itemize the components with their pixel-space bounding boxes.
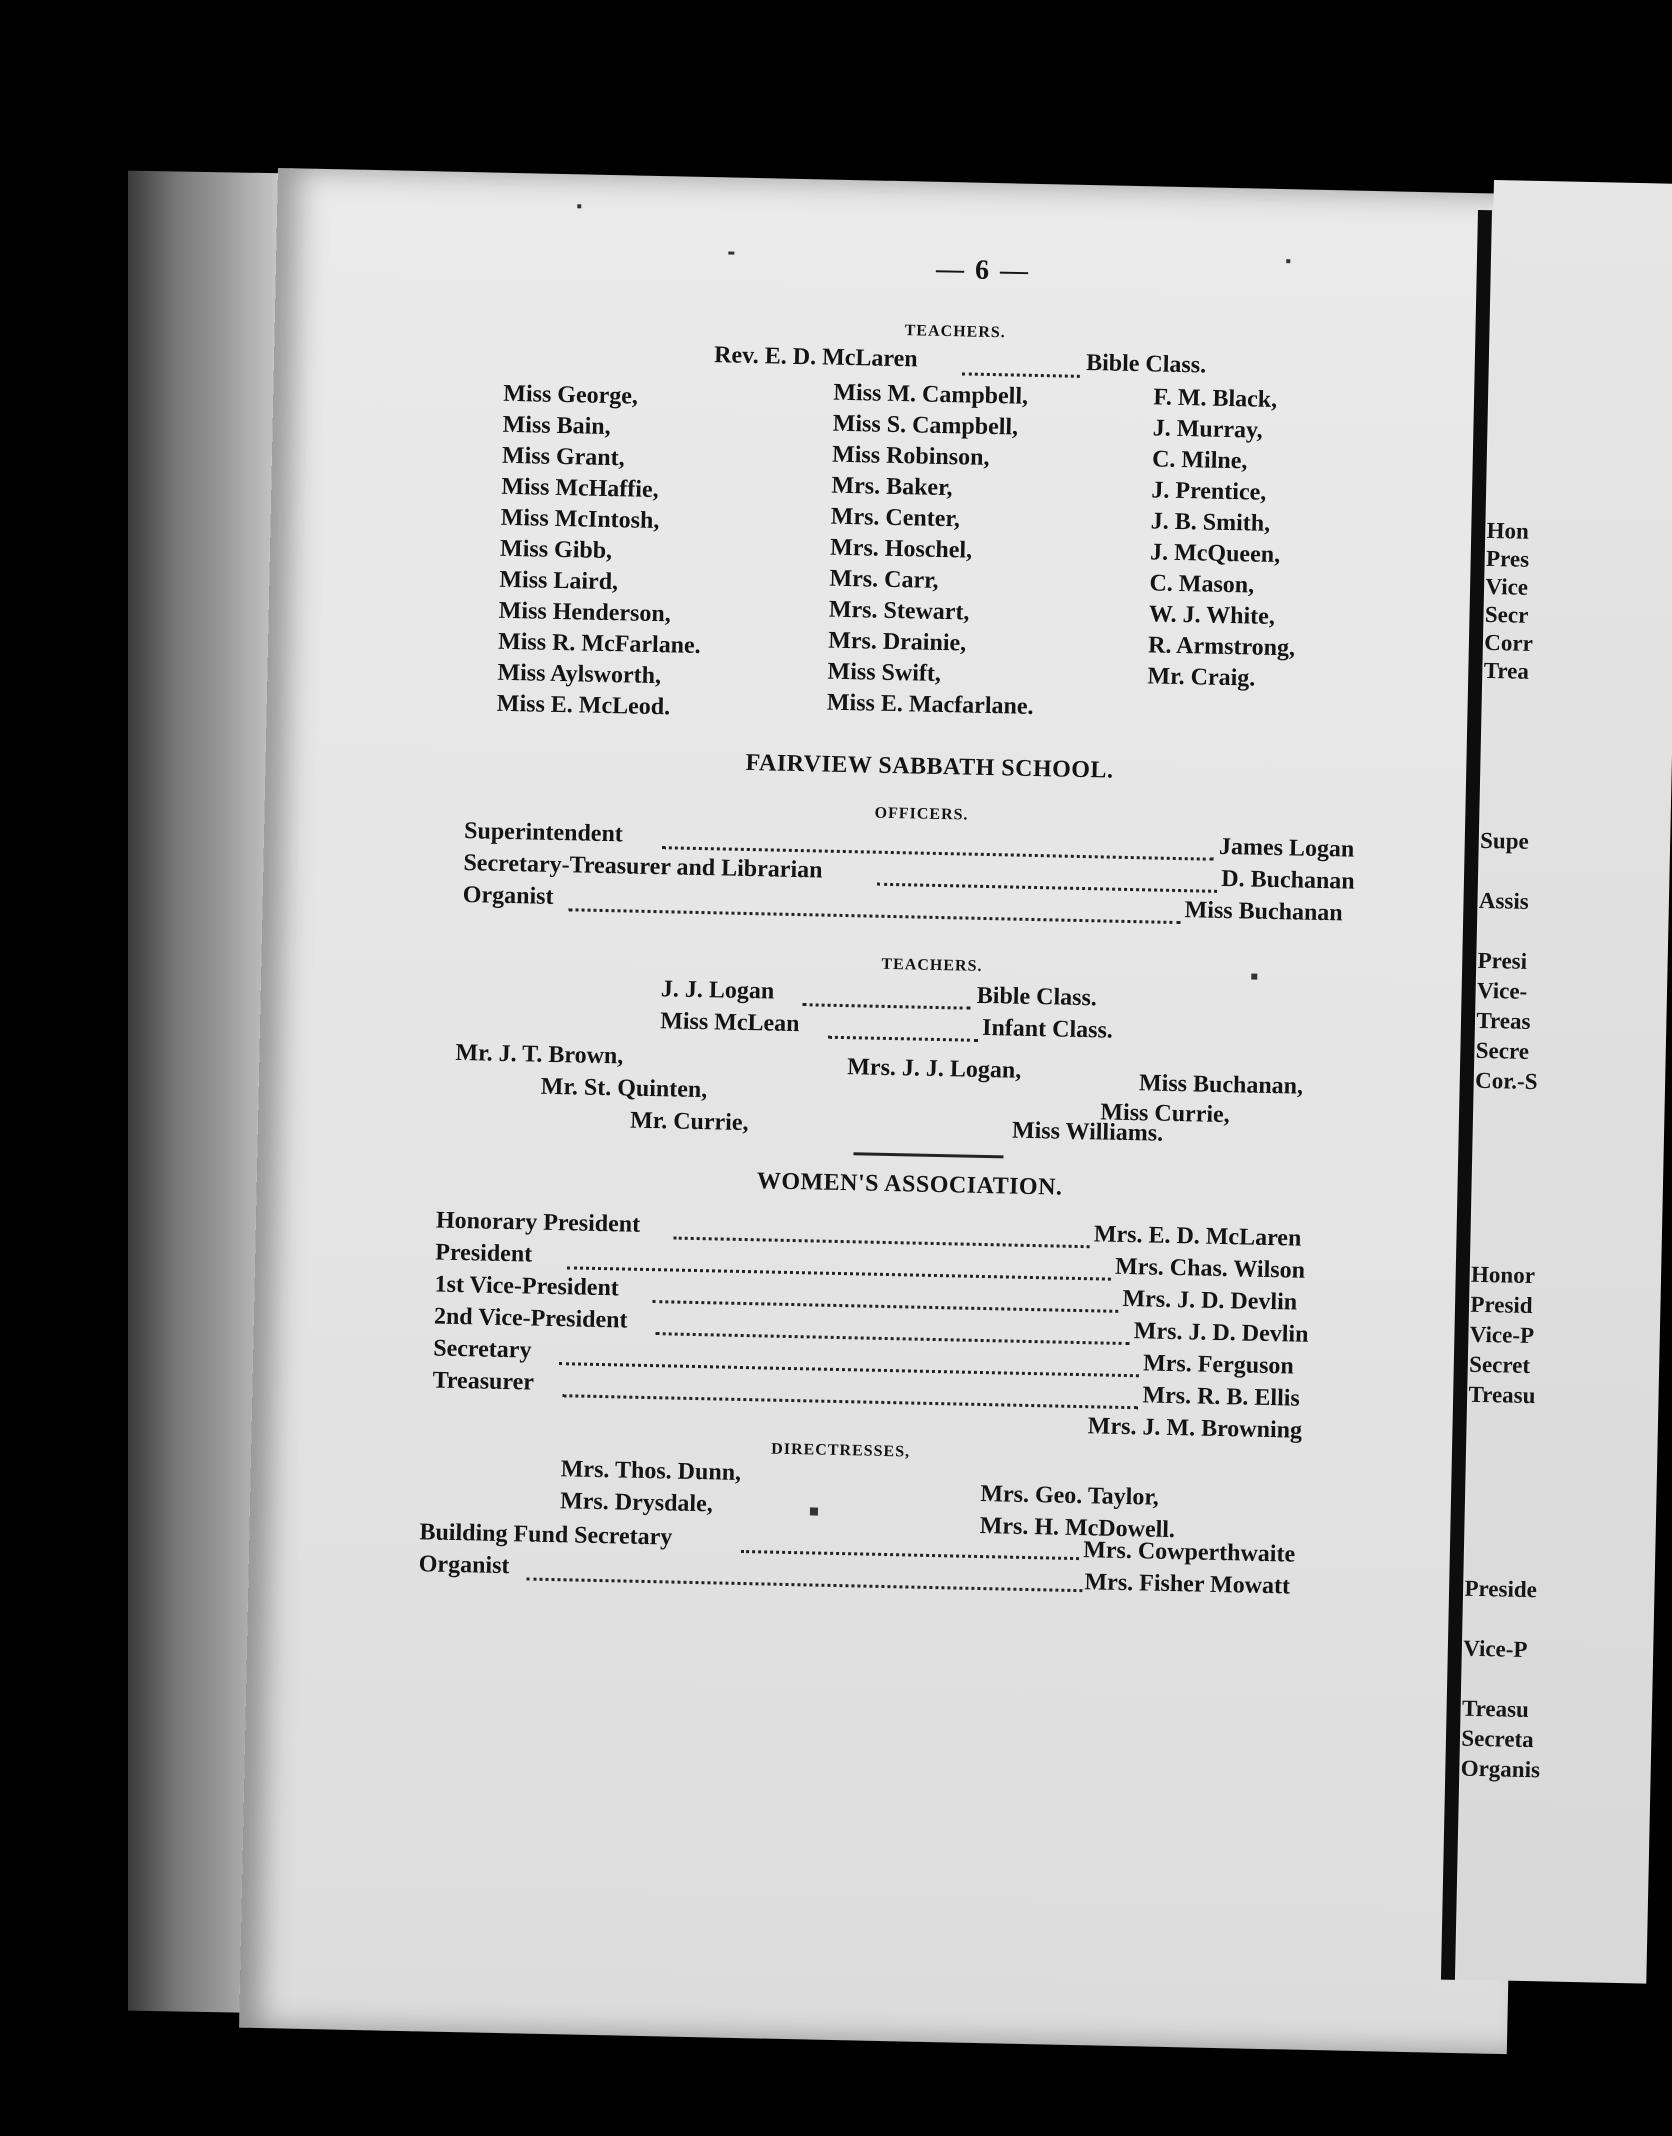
leader-dots	[562, 1394, 1138, 1409]
teacher-name: Mrs. Baker,	[831, 472, 953, 502]
womens-name: Mrs. J. D. Devlin	[1133, 1318, 1309, 1348]
leader-dots	[962, 372, 1080, 377]
class-teacher: Miss McLean	[659, 1008, 800, 1038]
leader-dots	[652, 1300, 1118, 1313]
teacher-name: Miss Grant,	[501, 442, 625, 472]
facing-page-text: Corr	[1484, 629, 1534, 656]
building-fund-name: Mrs. Cowperthwaite	[1082, 1537, 1296, 1568]
leader-dots	[803, 1003, 971, 1010]
teacher-name: J. McQueen,	[1149, 539, 1281, 569]
facing-page-text: Vice-	[1476, 977, 1528, 1004]
teacher-name: Mrs. Stewart,	[828, 596, 970, 626]
organist-role: Organist	[418, 1551, 510, 1580]
teacher-name: Miss R. McFarlane.	[497, 628, 701, 659]
womens-name: Mrs. J. D. Devlin	[1122, 1285, 1298, 1316]
fairview-teachers-heading: TEACHERS.	[881, 955, 983, 975]
teacher-name: Miss Swift,	[827, 658, 942, 687]
officer-role: Organist	[462, 882, 554, 910]
womens-role: 1st Vice-President	[434, 1271, 620, 1302]
facing-page-text: Pres	[1485, 545, 1530, 572]
facing-page-text: Honor	[1470, 1261, 1536, 1289]
teacher-name: Mr. Currie,	[629, 1107, 749, 1137]
scan-speck	[577, 204, 581, 208]
womens-name: Mrs. E. D. McLaren	[1093, 1221, 1302, 1252]
womens-title: WOMEN'S ASSOCIATION.	[756, 1168, 1063, 1201]
womens-role: Secretary	[433, 1335, 532, 1364]
teacher-name: Mrs. J. J. Logan,	[847, 1054, 1022, 1084]
class-label: Bible Class.	[976, 982, 1098, 1012]
leader-dots	[567, 1266, 1111, 1280]
leader-dots	[877, 883, 1217, 893]
teacher-name: Miss S. Campbell,	[832, 410, 1019, 441]
teacher-name: C. Milne,	[1151, 446, 1248, 475]
scan-speck	[1286, 259, 1290, 263]
teacher-name: Miss Buchanan,	[1138, 1070, 1304, 1100]
teacher-name: Miss George,	[503, 380, 639, 410]
womens-name-extra: Mrs. J. M. Browning	[1087, 1413, 1303, 1444]
teacher-name: J. B. Smith,	[1150, 508, 1271, 537]
leader-dots	[526, 1578, 1082, 1593]
teacher-name: Miss Aylsworth,	[497, 659, 662, 690]
teacher-name: J. Murray,	[1152, 415, 1263, 444]
scan-speck	[728, 251, 734, 254]
womens-name: Mrs. R. B. Ellis	[1142, 1382, 1301, 1412]
teacher-name: F. M. Black,	[1153, 384, 1278, 413]
teacher-name: Miss Robinson,	[831, 441, 990, 471]
teacher-name: Mrs. Hoschel,	[829, 534, 973, 564]
teacher-name: Miss Laird,	[499, 566, 619, 596]
teacher-name: Miss E. Macfarlane.	[826, 689, 1034, 720]
leader-dots	[656, 1332, 1130, 1345]
book-page	[239, 168, 1546, 2054]
teacher-name: Mrs. Drainie,	[827, 627, 967, 657]
leader-dots	[674, 1237, 1090, 1249]
facing-page-text: Treas	[1476, 1007, 1531, 1034]
officer-name: Miss Buchanan	[1184, 897, 1343, 927]
womens-role: 2nd Vice-President	[433, 1303, 628, 1334]
teacher-name: Miss McIntosh,	[500, 504, 660, 535]
teachers-heading: TEACHERS.	[904, 322, 1006, 342]
officer-role: Secretary-Treasurer and Librarian	[463, 850, 823, 884]
teacher-name: J. Prentice,	[1151, 477, 1267, 506]
facing-page-text: Cor.-S	[1474, 1067, 1538, 1095]
leader-dots	[741, 1550, 1079, 1560]
facing-page-text: Presi	[1477, 947, 1528, 974]
teacher-name: Miss Bain,	[502, 411, 611, 441]
directress-name: Mrs. Drysdale,	[559, 1488, 714, 1518]
facing-page-text: Secret	[1468, 1351, 1531, 1379]
directress-name: Mrs. Thos. Dunn,	[560, 1456, 742, 1486]
page-number: — 6 —	[935, 253, 1031, 287]
section-divider	[853, 1152, 1003, 1158]
facing-page-text: Organis	[1460, 1755, 1541, 1783]
class-label: Infant Class.	[981, 1014, 1114, 1044]
teacher-name: Mr. St. Quinten,	[540, 1073, 708, 1104]
building-fund-role: Building Fund Secretary	[419, 1519, 673, 1551]
bible-class-teacher: Rev. E. D. McLaren	[713, 342, 918, 373]
womens-role: Treasurer	[432, 1367, 535, 1396]
facing-page-text: Preside	[1464, 1575, 1538, 1603]
officer-name: D. Buchanan	[1221, 865, 1355, 895]
facing-page-text: Assis	[1478, 887, 1530, 914]
facing-page-text: Treasu	[1468, 1381, 1536, 1409]
fairview-title: FAIRVIEW SABBATH SCHOOL.	[745, 749, 1114, 784]
teacher-name: Mrs. Carr,	[829, 565, 939, 594]
teacher-name: Miss Williams.	[1011, 1117, 1164, 1147]
teacher-name: Miss Gibb,	[499, 535, 613, 565]
teacher-name: Miss M. Campbell,	[833, 379, 1029, 410]
teacher-name: W. J. White,	[1148, 601, 1276, 630]
teacher-name: Miss McHaffie,	[501, 473, 659, 504]
directresses-heading: DIRECTRESSES,	[771, 1440, 911, 1461]
class-teacher: J. J. Logan	[660, 976, 775, 1005]
facing-page-text: Vice-P	[1462, 1635, 1528, 1663]
womens-name: Mrs. Ferguson	[1142, 1350, 1295, 1380]
teacher-name: Mr. Craig.	[1147, 663, 1256, 692]
facing-page-text: Trea	[1483, 657, 1530, 684]
facing-page-text: Supe	[1479, 827, 1530, 854]
facing-page-text: Secr	[1484, 601, 1529, 628]
womens-role: Honorary President	[435, 1207, 641, 1238]
facing-page	[1456, 180, 1672, 1984]
teacher-name: R. Armstrong,	[1147, 632, 1296, 662]
bible-class-label: Bible Class.	[1085, 349, 1207, 379]
facing-page-text: Secreta	[1461, 1725, 1534, 1753]
officers-heading: OFFICERS.	[874, 804, 969, 824]
teacher-name: Miss Currie,	[1100, 1099, 1230, 1129]
teacher-name: Mrs. Center,	[830, 503, 961, 533]
directress-name: Mrs. H. McDowell.	[979, 1512, 1176, 1544]
leader-dots	[828, 1036, 978, 1042]
officer-role: Superintendent	[463, 818, 624, 848]
facing-page-text: Secre	[1475, 1037, 1530, 1064]
facing-page-text: Presid	[1470, 1291, 1533, 1319]
facing-page-text: Vice-P	[1469, 1321, 1535, 1349]
womens-name: Mrs. Chas. Wilson	[1114, 1253, 1306, 1284]
teacher-name: Miss E. McLeod.	[496, 690, 671, 721]
scan-speck	[1251, 974, 1257, 980]
teacher-name: C. Mason,	[1149, 570, 1255, 599]
organist-name: Mrs. Fisher Mowatt	[1084, 1569, 1291, 1600]
officer-name: James Logan	[1218, 833, 1355, 863]
facing-page-text: Vice	[1485, 573, 1529, 600]
teacher-name: Miss Henderson,	[498, 597, 672, 628]
scan-speck	[810, 1507, 818, 1515]
facing-page-text: Hon	[1486, 517, 1530, 544]
teacher-name: Mr. J. T. Brown,	[455, 1039, 624, 1070]
womens-role: President	[435, 1239, 533, 1268]
facing-page-text: Treasu	[1461, 1695, 1530, 1723]
leader-dots	[559, 1362, 1139, 1377]
leader-dots	[568, 908, 1180, 924]
directress-name: Mrs. Geo. Taylor,	[980, 1481, 1160, 1511]
